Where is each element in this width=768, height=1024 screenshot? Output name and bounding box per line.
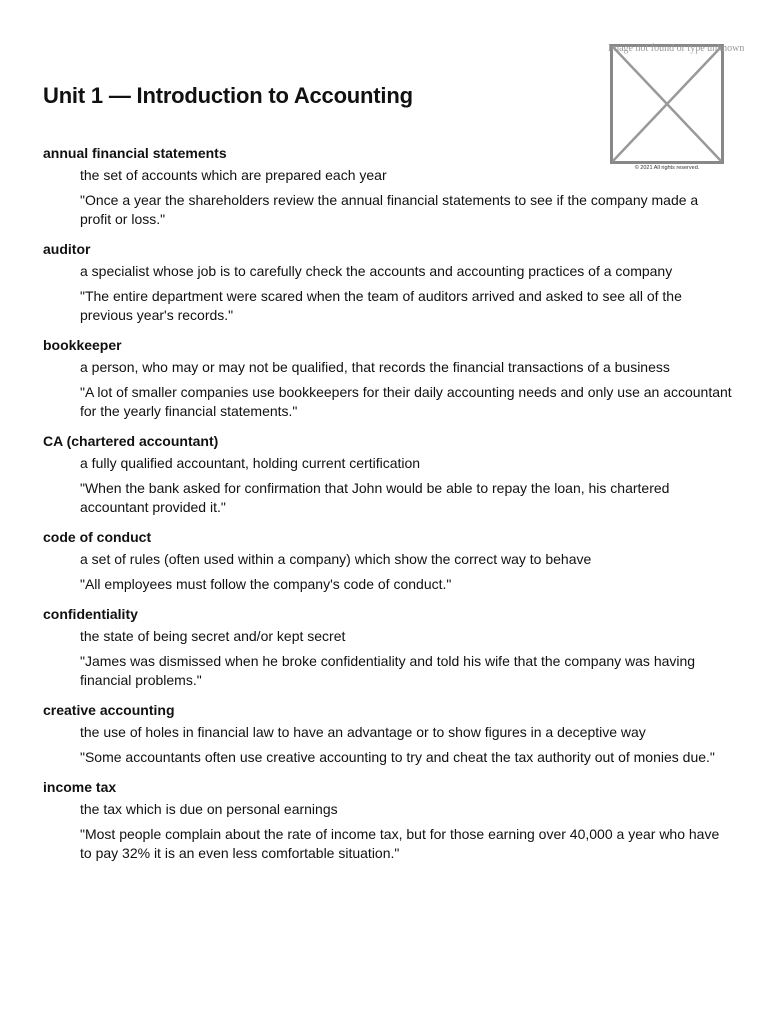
glossary-definition: a specialist whose job is to carefully check the accounts and accounting practices of a company [80, 263, 673, 279]
glossary-definition: a set of rules (often used within a company) which show the correct way to behave [80, 551, 592, 567]
image-copyright: © 2021 All rights reserved. [634, 165, 700, 171]
glossary-definition: a person, who may or may not be qualified, that records the financial transactions of a business [80, 359, 670, 375]
glossary-entry [43, 702, 733, 767]
glossary-definition: the set of accounts which are prepared each year [80, 167, 387, 183]
glossary-entry [43, 241, 733, 325]
glossary-example: "Some accountants often use creative accounting to try and cheat the tax authority out of monies due." [80, 749, 715, 765]
glossary-definition: the use of holes in financial law to have an advantage or to show figures in a deceptive way [80, 724, 646, 740]
glossary-definition: the tax which is due on personal earnings [80, 801, 338, 817]
glossary-list [43, 145, 733, 875]
glossary-term: CA (chartered accountant) [43, 433, 219, 449]
glossary-example: "A lot of smaller companies use bookkeepers for their daily accounting needs and only use an accountant for the yearly financial statements." [80, 384, 732, 419]
glossary-term: bookkeeper [43, 337, 122, 353]
glossary-term: creative accounting [43, 702, 175, 718]
glossary-entry [43, 779, 733, 863]
glossary-term: annual financial statements [43, 145, 227, 161]
glossary-example: "The entire department were scared when the team of auditors arrived and asked to see all of the previous year's records." [80, 288, 682, 323]
glossary-example: "James was dismissed when he broke confidentiality and told his wife that the company was having financial problems." [80, 653, 696, 688]
glossary-definition: the state of being secret and/or kept secret [80, 628, 346, 644]
image-alt-text: Image not found or type unknown [608, 43, 745, 54]
glossary-example: "Most people complain about the rate of income tax, but for those earning over 40,000 a year who have to pay 32% it is an even less comfortable situation." [80, 826, 720, 861]
glossary-entry [43, 606, 733, 690]
page-title: Unit 1 — Introduction to Accounting [43, 83, 413, 108]
glossary-term: auditor [43, 241, 91, 257]
glossary-entry [43, 337, 733, 421]
glossary-entry [43, 433, 733, 517]
glossary-entry [43, 529, 733, 594]
glossary-term: code of conduct [43, 529, 152, 545]
glossary-example: "All employees must follow the company's code of conduct." [80, 576, 452, 592]
glossary-definition: a fully qualified accountant, holding current certification [80, 455, 421, 471]
glossary-term: confidentiality [43, 606, 138, 622]
glossary-example: "Once a year the shareholders review the annual financial statements to see if the company made a profit or loss." [80, 192, 699, 227]
glossary-entry [43, 145, 733, 229]
glossary-term: income tax [43, 779, 117, 795]
glossary-example: "When the bank asked for confirmation that John would be able to repay the loan, his chartered accountant provided it." [80, 480, 670, 515]
